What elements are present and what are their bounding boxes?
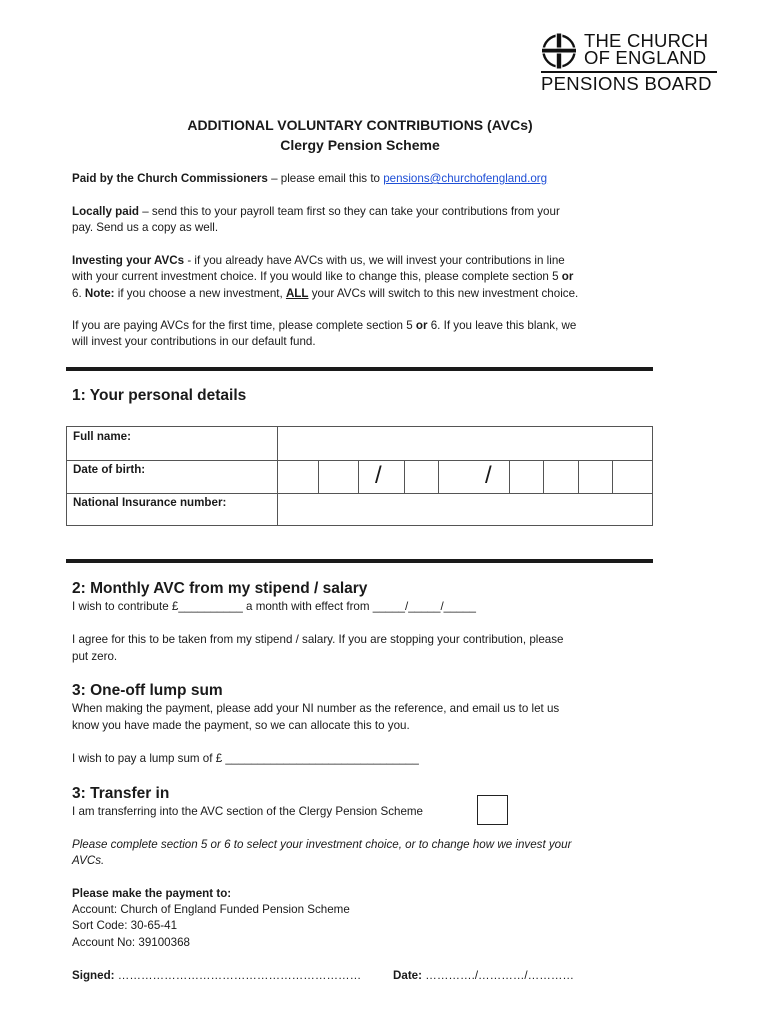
date-line[interactable] [393, 968, 574, 984]
section-divider [66, 367, 653, 371]
personal-details-table [66, 426, 653, 526]
ni-number-row [67, 493, 652, 525]
section-3-lump-sum-heading: 3: One-off lump sum [72, 682, 223, 699]
intro-locally-paid [72, 204, 560, 220]
lump-sum-instructions-line1: When making the payment, please add your NI number as the reference, and email us to let us [72, 702, 560, 715]
transfer-in-line: I am transferring into the AVC section of the Clergy Pension Scheme [72, 805, 423, 818]
intro-p3-line1: - if you already have AVCs with us, we will invest your contributions in line [184, 254, 565, 267]
dob-digit-box [438, 460, 439, 493]
section-divider [66, 559, 653, 563]
section-3-transfer-heading: 3: Transfer in [72, 785, 170, 802]
date-of-birth-field[interactable] [278, 460, 652, 493]
church-of-england-logo [541, 31, 719, 97]
intro-p4-or: or [415, 319, 428, 332]
transfer-in-checkbox[interactable] [477, 795, 508, 825]
date-of-birth-row [67, 460, 652, 494]
full-name-row [67, 427, 652, 461]
dob-digit-box [578, 460, 579, 493]
ni-number-field[interactable] [278, 493, 652, 525]
cross-logo-icon [541, 33, 577, 69]
full-name-label: Full name: [73, 430, 131, 443]
ni-number-label: National Insurance number: [73, 496, 227, 509]
dob-digit-box [543, 460, 544, 493]
signed-dots: ……………………………………………………… [117, 969, 362, 982]
intro-investing-line2 [72, 269, 573, 285]
dob-digit-box [612, 460, 613, 493]
logo-line-1: THE CHURCH [584, 30, 709, 51]
payment-account: Account: Church of England Funded Pension Scheme [72, 903, 350, 916]
intro-p3-line3a: 6. [72, 287, 85, 300]
logo-line-3: PENSIONS BOARD [541, 73, 712, 94]
transfer-note-line1: Please complete section 5 or 6 to select your investment choice, or to change how we invest your [72, 838, 572, 851]
dob-slash: / [375, 462, 382, 489]
intro-p3-or: or [561, 270, 574, 283]
dob-slash: / [485, 462, 492, 489]
intro-p1-text: – please email this to [267, 172, 384, 185]
stipend-agreement-line1: I agree for this to be taken from my stipend / salary. If you are stopping your contribution, please [72, 633, 564, 646]
intro-p3-bold: Investing your AVCs [72, 254, 185, 267]
logo-line-2: OF ENGLAND [584, 47, 707, 68]
intro-paid-by-commissioners [72, 171, 547, 187]
intro-p3-line3b: if you choose a new investment, [114, 287, 286, 300]
intro-p2-line2: pay. Send us a copy as well. [72, 221, 219, 234]
intro-investing-line1 [72, 253, 565, 269]
signed-label: Signed: [72, 969, 115, 982]
intro-p4-line1b: 6. If you leave this blank, we [427, 319, 577, 332]
full-name-field[interactable] [278, 427, 652, 460]
monthly-contribution-line[interactable]: I wish to contribute £__________ a month with effect from _____/_____/_____ [72, 600, 476, 613]
section-1-heading: 1: Your personal details [72, 387, 247, 404]
page-subtitle: Clergy Pension Scheme [280, 137, 440, 153]
payment-sort-code: Sort Code: 30-65-41 [72, 919, 178, 932]
intro-investing-line3 [72, 286, 578, 302]
transfer-note-line2: AVCs. [72, 854, 105, 867]
dob-digit-box [358, 460, 359, 493]
intro-p3-line2a: with your current investment choice. If you would like to change this, please complete section 5 [72, 270, 562, 283]
intro-p3-line3c: your AVCs will switch to this new investment choice. [308, 287, 579, 300]
signature-line[interactable] [72, 968, 361, 984]
intro-first-time-line2: will invest your contributions in our default fund. [72, 335, 316, 348]
intro-p2-text: – send this to your payroll team first so they can take your contributions from your [139, 205, 560, 218]
pensions-email-link[interactable]: pensions@churchofengland.org [383, 172, 548, 185]
stipend-agreement-line2: put zero. [72, 650, 118, 663]
intro-p4-line1a: If you are paying AVCs for the first time, please complete section 5 [72, 319, 416, 332]
dob-digit-box [404, 460, 405, 493]
lump-sum-amount-line[interactable]: I wish to pay a lump sum of £ ______________________________ [72, 752, 419, 765]
intro-p1-bold: Paid by the Church Commissioners [72, 172, 268, 185]
intro-p2-bold: Locally paid [72, 205, 140, 218]
intro-first-time-line1 [72, 318, 576, 334]
payment-account-number: Account No: 39100368 [72, 936, 190, 949]
page-title: ADDITIONAL VOLUNTARY CONTRIBUTIONS (AVCs) [187, 117, 533, 133]
section-2-heading: 2: Monthly AVC from my stipend / salary [72, 580, 368, 597]
date-label: Date: [393, 969, 422, 982]
dob-digit-box [509, 460, 510, 493]
payment-heading: Please make the payment to: [72, 887, 232, 900]
lump-sum-instructions-line2: know you have made the payment, so we can allocate this to you. [72, 719, 410, 732]
intro-p3-note: Note: [84, 287, 115, 300]
intro-p3-all: ALL [285, 287, 309, 300]
date-dots: …………./…………/………… [425, 969, 575, 982]
date-of-birth-label: Date of birth: [73, 463, 146, 476]
dob-digit-box [318, 460, 319, 493]
